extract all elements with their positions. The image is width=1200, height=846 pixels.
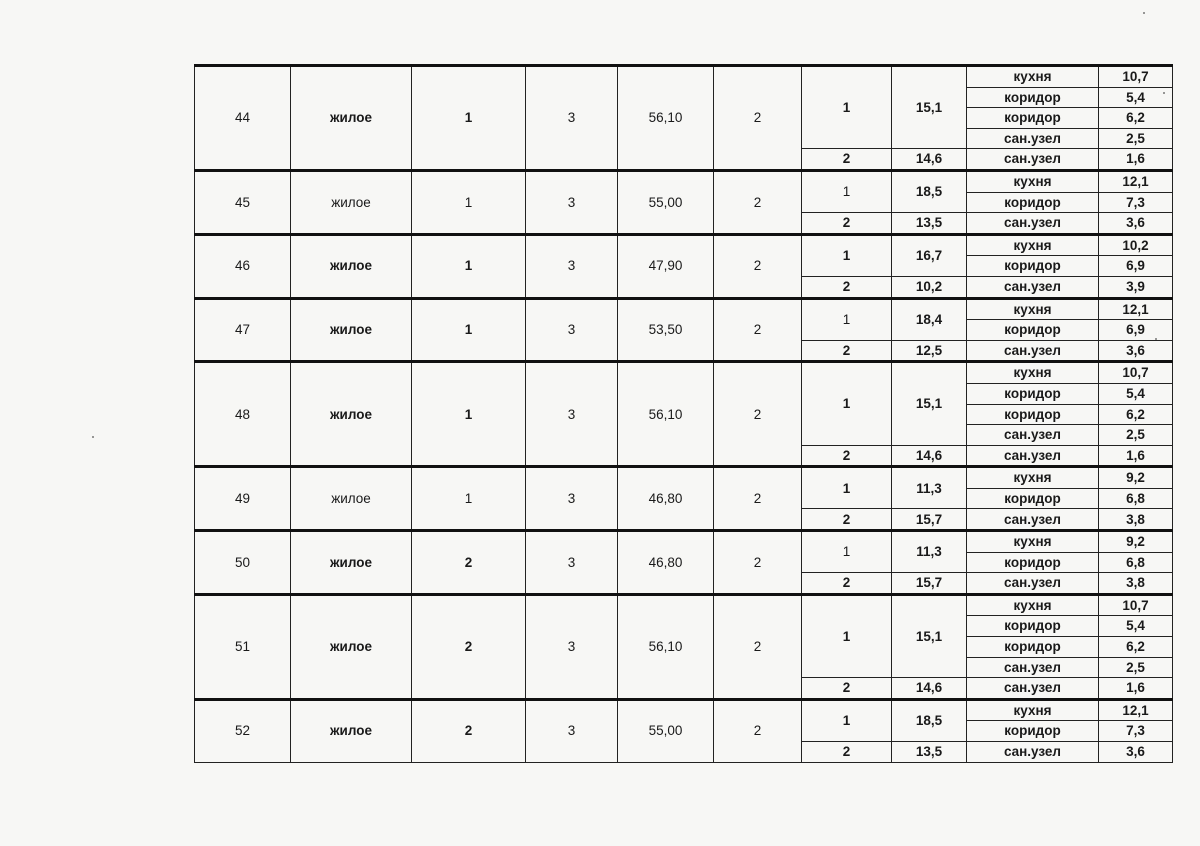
- group-area-cell: 13,5: [892, 742, 967, 763]
- room-area-cell: 6,2: [1099, 637, 1173, 658]
- scan-speck: [92, 436, 94, 438]
- room-area-cell: 3,8: [1099, 509, 1173, 531]
- room-name-cell: коридор: [967, 552, 1099, 573]
- group-area-cell: 14,6: [892, 678, 967, 700]
- room-area-cell: 10,7: [1099, 362, 1173, 384]
- apartment-area-cell: 46,80: [618, 467, 714, 531]
- room-name-cell: сан.узел: [967, 340, 1099, 362]
- room-name-cell: коридор: [967, 488, 1099, 509]
- room-name-cell: сан.узел: [967, 425, 1099, 446]
- group-number-cell: 1: [802, 467, 892, 509]
- room-name-cell: кухня: [967, 531, 1099, 553]
- room-area-cell: 3,9: [1099, 276, 1173, 298]
- group-area-cell: 11,3: [892, 531, 967, 573]
- group-area-cell: 15,7: [892, 573, 967, 595]
- apartments-table: [194, 64, 1173, 763]
- group-number-cell: 2: [802, 678, 892, 700]
- apartment-col6-cell: 2: [714, 467, 802, 531]
- room-name-cell: коридор: [967, 192, 1099, 213]
- table-row: [195, 699, 1173, 721]
- group-number-cell: 2: [802, 509, 892, 531]
- apartment-number-cell: 46: [195, 234, 291, 298]
- room-area-cell: 1,6: [1099, 149, 1173, 171]
- room-name-cell: коридор: [967, 87, 1099, 108]
- apartment-col3-cell: 1: [412, 298, 526, 362]
- group-number-cell: 2: [802, 445, 892, 467]
- room-area-cell: 12,1: [1099, 298, 1173, 320]
- room-name-cell: коридор: [967, 616, 1099, 637]
- room-area-cell: 10,7: [1099, 66, 1173, 88]
- apartment-col4-cell: 3: [526, 66, 618, 171]
- apartment-col6-cell: 2: [714, 531, 802, 595]
- room-name-cell: коридор: [967, 383, 1099, 404]
- apartment-col3-cell: 1: [412, 467, 526, 531]
- apartment-col3-cell: 2: [412, 699, 526, 762]
- table-row: [195, 467, 1173, 489]
- group-number-cell: 1: [802, 234, 892, 276]
- apartment-col4-cell: 3: [526, 699, 618, 762]
- room-name-cell: кухня: [967, 298, 1099, 320]
- room-area-cell: 9,2: [1099, 531, 1173, 553]
- apartment-area-cell: 55,00: [618, 170, 714, 234]
- room-name-cell: кухня: [967, 699, 1099, 721]
- group-number-cell: 1: [802, 298, 892, 340]
- apartment-area-cell: 55,00: [618, 699, 714, 762]
- apartment-type-cell: жилое: [291, 362, 412, 467]
- room-name-cell: кухня: [967, 66, 1099, 88]
- apartment-col3-cell: 1: [412, 66, 526, 171]
- room-name-cell: сан.узел: [967, 149, 1099, 171]
- apartment-col6-cell: 2: [714, 594, 802, 699]
- group-number-cell: 1: [802, 699, 892, 741]
- room-name-cell: коридор: [967, 404, 1099, 425]
- apartment-number-cell: 50: [195, 531, 291, 595]
- group-area-cell: 11,3: [892, 467, 967, 509]
- table-row: [195, 531, 1173, 553]
- room-name-cell: кухня: [967, 170, 1099, 192]
- group-area-cell: 15,1: [892, 66, 967, 149]
- apartment-type-cell: жилое: [291, 531, 412, 595]
- group-area-cell: 15,7: [892, 509, 967, 531]
- group-area-cell: 14,6: [892, 149, 967, 171]
- apartments-table-body: [195, 66, 1173, 763]
- room-name-cell: коридор: [967, 320, 1099, 341]
- room-name-cell: коридор: [967, 721, 1099, 742]
- apartment-number-cell: 51: [195, 594, 291, 699]
- group-number-cell: 2: [802, 213, 892, 235]
- group-number-cell: 1: [802, 170, 892, 212]
- group-number-cell: 1: [802, 594, 892, 677]
- room-name-cell: кухня: [967, 594, 1099, 616]
- apartment-col3-cell: 1: [412, 362, 526, 467]
- apartment-number-cell: 44: [195, 66, 291, 171]
- room-area-cell: 6,9: [1099, 320, 1173, 341]
- room-area-cell: 5,4: [1099, 383, 1173, 404]
- group-number-cell: 2: [802, 149, 892, 171]
- apartment-type-cell: жилое: [291, 66, 412, 171]
- apartment-col3-cell: 1: [412, 234, 526, 298]
- apartment-type-cell: жилое: [291, 170, 412, 234]
- group-area-cell: 14,6: [892, 445, 967, 467]
- apartment-col4-cell: 3: [526, 467, 618, 531]
- apartment-area-cell: 56,10: [618, 66, 714, 171]
- apartment-col4-cell: 3: [526, 298, 618, 362]
- room-name-cell: сан.узел: [967, 509, 1099, 531]
- room-area-cell: 7,3: [1099, 721, 1173, 742]
- table-row: [195, 594, 1173, 616]
- room-area-cell: 3,6: [1099, 742, 1173, 763]
- apartment-area-cell: 47,90: [618, 234, 714, 298]
- group-area-cell: 18,4: [892, 298, 967, 340]
- group-number-cell: 1: [802, 531, 892, 573]
- apartment-type-cell: жилое: [291, 594, 412, 699]
- group-area-cell: 15,1: [892, 594, 967, 677]
- group-area-cell: 13,5: [892, 213, 967, 235]
- apartment-col4-cell: 3: [526, 594, 618, 699]
- room-area-cell: 3,6: [1099, 340, 1173, 362]
- room-name-cell: сан.узел: [967, 213, 1099, 235]
- room-name-cell: сан.узел: [967, 276, 1099, 298]
- room-area-cell: 7,3: [1099, 192, 1173, 213]
- room-area-cell: 6,9: [1099, 256, 1173, 277]
- room-area-cell: 9,2: [1099, 467, 1173, 489]
- room-name-cell: кухня: [967, 362, 1099, 384]
- room-name-cell: сан.узел: [967, 742, 1099, 763]
- table-row: [195, 298, 1173, 320]
- group-area-cell: 16,7: [892, 234, 967, 276]
- apartment-number-cell: 49: [195, 467, 291, 531]
- room-area-cell: 5,4: [1099, 616, 1173, 637]
- group-number-cell: 2: [802, 276, 892, 298]
- room-area-cell: 6,2: [1099, 404, 1173, 425]
- room-area-cell: 2,5: [1099, 128, 1173, 149]
- scan-speck: [1143, 12, 1145, 14]
- apartment-col4-cell: 3: [526, 170, 618, 234]
- apartment-number-cell: 45: [195, 170, 291, 234]
- apartment-area-cell: 53,50: [618, 298, 714, 362]
- room-area-cell: 10,2: [1099, 234, 1173, 256]
- apartment-type-cell: жилое: [291, 234, 412, 298]
- room-area-cell: 12,1: [1099, 699, 1173, 721]
- room-area-cell: 6,8: [1099, 488, 1173, 509]
- group-area-cell: 12,5: [892, 340, 967, 362]
- apartment-col3-cell: 1: [412, 170, 526, 234]
- apartment-number-cell: 52: [195, 699, 291, 762]
- room-name-cell: кухня: [967, 234, 1099, 256]
- apartment-type-cell: жилое: [291, 699, 412, 762]
- group-number-cell: 1: [802, 66, 892, 149]
- room-area-cell: 3,6: [1099, 213, 1173, 235]
- room-area-cell: 3,8: [1099, 573, 1173, 595]
- apartment-col6-cell: 2: [714, 699, 802, 762]
- room-name-cell: кухня: [967, 467, 1099, 489]
- apartment-col4-cell: 3: [526, 362, 618, 467]
- apartment-col4-cell: 3: [526, 531, 618, 595]
- room-area-cell: 5,4: [1099, 87, 1173, 108]
- room-area-cell: 2,5: [1099, 425, 1173, 446]
- apartment-type-cell: жилое: [291, 467, 412, 531]
- room-name-cell: сан.узел: [967, 678, 1099, 700]
- table-row: [195, 362, 1173, 384]
- table-row: [195, 170, 1173, 192]
- apartment-area-cell: 56,10: [618, 362, 714, 467]
- room-name-cell: коридор: [967, 108, 1099, 129]
- room-area-cell: 1,6: [1099, 678, 1173, 700]
- room-area-cell: 12,1: [1099, 170, 1173, 192]
- table-row: [195, 234, 1173, 256]
- apartment-number-cell: 48: [195, 362, 291, 467]
- apartment-type-cell: жилое: [291, 298, 412, 362]
- apartment-area-cell: 56,10: [618, 594, 714, 699]
- room-name-cell: сан.узел: [967, 128, 1099, 149]
- room-name-cell: сан.узел: [967, 573, 1099, 595]
- group-area-cell: 18,5: [892, 170, 967, 212]
- apartment-col6-cell: 2: [714, 298, 802, 362]
- apartment-col3-cell: 2: [412, 531, 526, 595]
- group-number-cell: 2: [802, 742, 892, 763]
- group-number-cell: 1: [802, 362, 892, 445]
- apartment-col6-cell: 2: [714, 362, 802, 467]
- group-number-cell: 2: [802, 573, 892, 595]
- group-area-cell: 10,2: [892, 276, 967, 298]
- apartment-col4-cell: 3: [526, 234, 618, 298]
- group-number-cell: 2: [802, 340, 892, 362]
- room-name-cell: сан.узел: [967, 445, 1099, 467]
- group-area-cell: 15,1: [892, 362, 967, 445]
- group-area-cell: 18,5: [892, 699, 967, 741]
- room-name-cell: коридор: [967, 256, 1099, 277]
- room-area-cell: 2,5: [1099, 657, 1173, 678]
- apartment-area-cell: 46,80: [618, 531, 714, 595]
- room-area-cell: 6,2: [1099, 108, 1173, 129]
- room-name-cell: коридор: [967, 637, 1099, 658]
- apartment-col3-cell: 2: [412, 594, 526, 699]
- apartment-col6-cell: 2: [714, 66, 802, 171]
- room-area-cell: 10,7: [1099, 594, 1173, 616]
- table-row: [195, 66, 1173, 88]
- room-name-cell: сан.узел: [967, 657, 1099, 678]
- apartment-col6-cell: 2: [714, 234, 802, 298]
- apartment-number-cell: 47: [195, 298, 291, 362]
- room-area-cell: 1,6: [1099, 445, 1173, 467]
- room-area-cell: 6,8: [1099, 552, 1173, 573]
- apartment-col6-cell: 2: [714, 170, 802, 234]
